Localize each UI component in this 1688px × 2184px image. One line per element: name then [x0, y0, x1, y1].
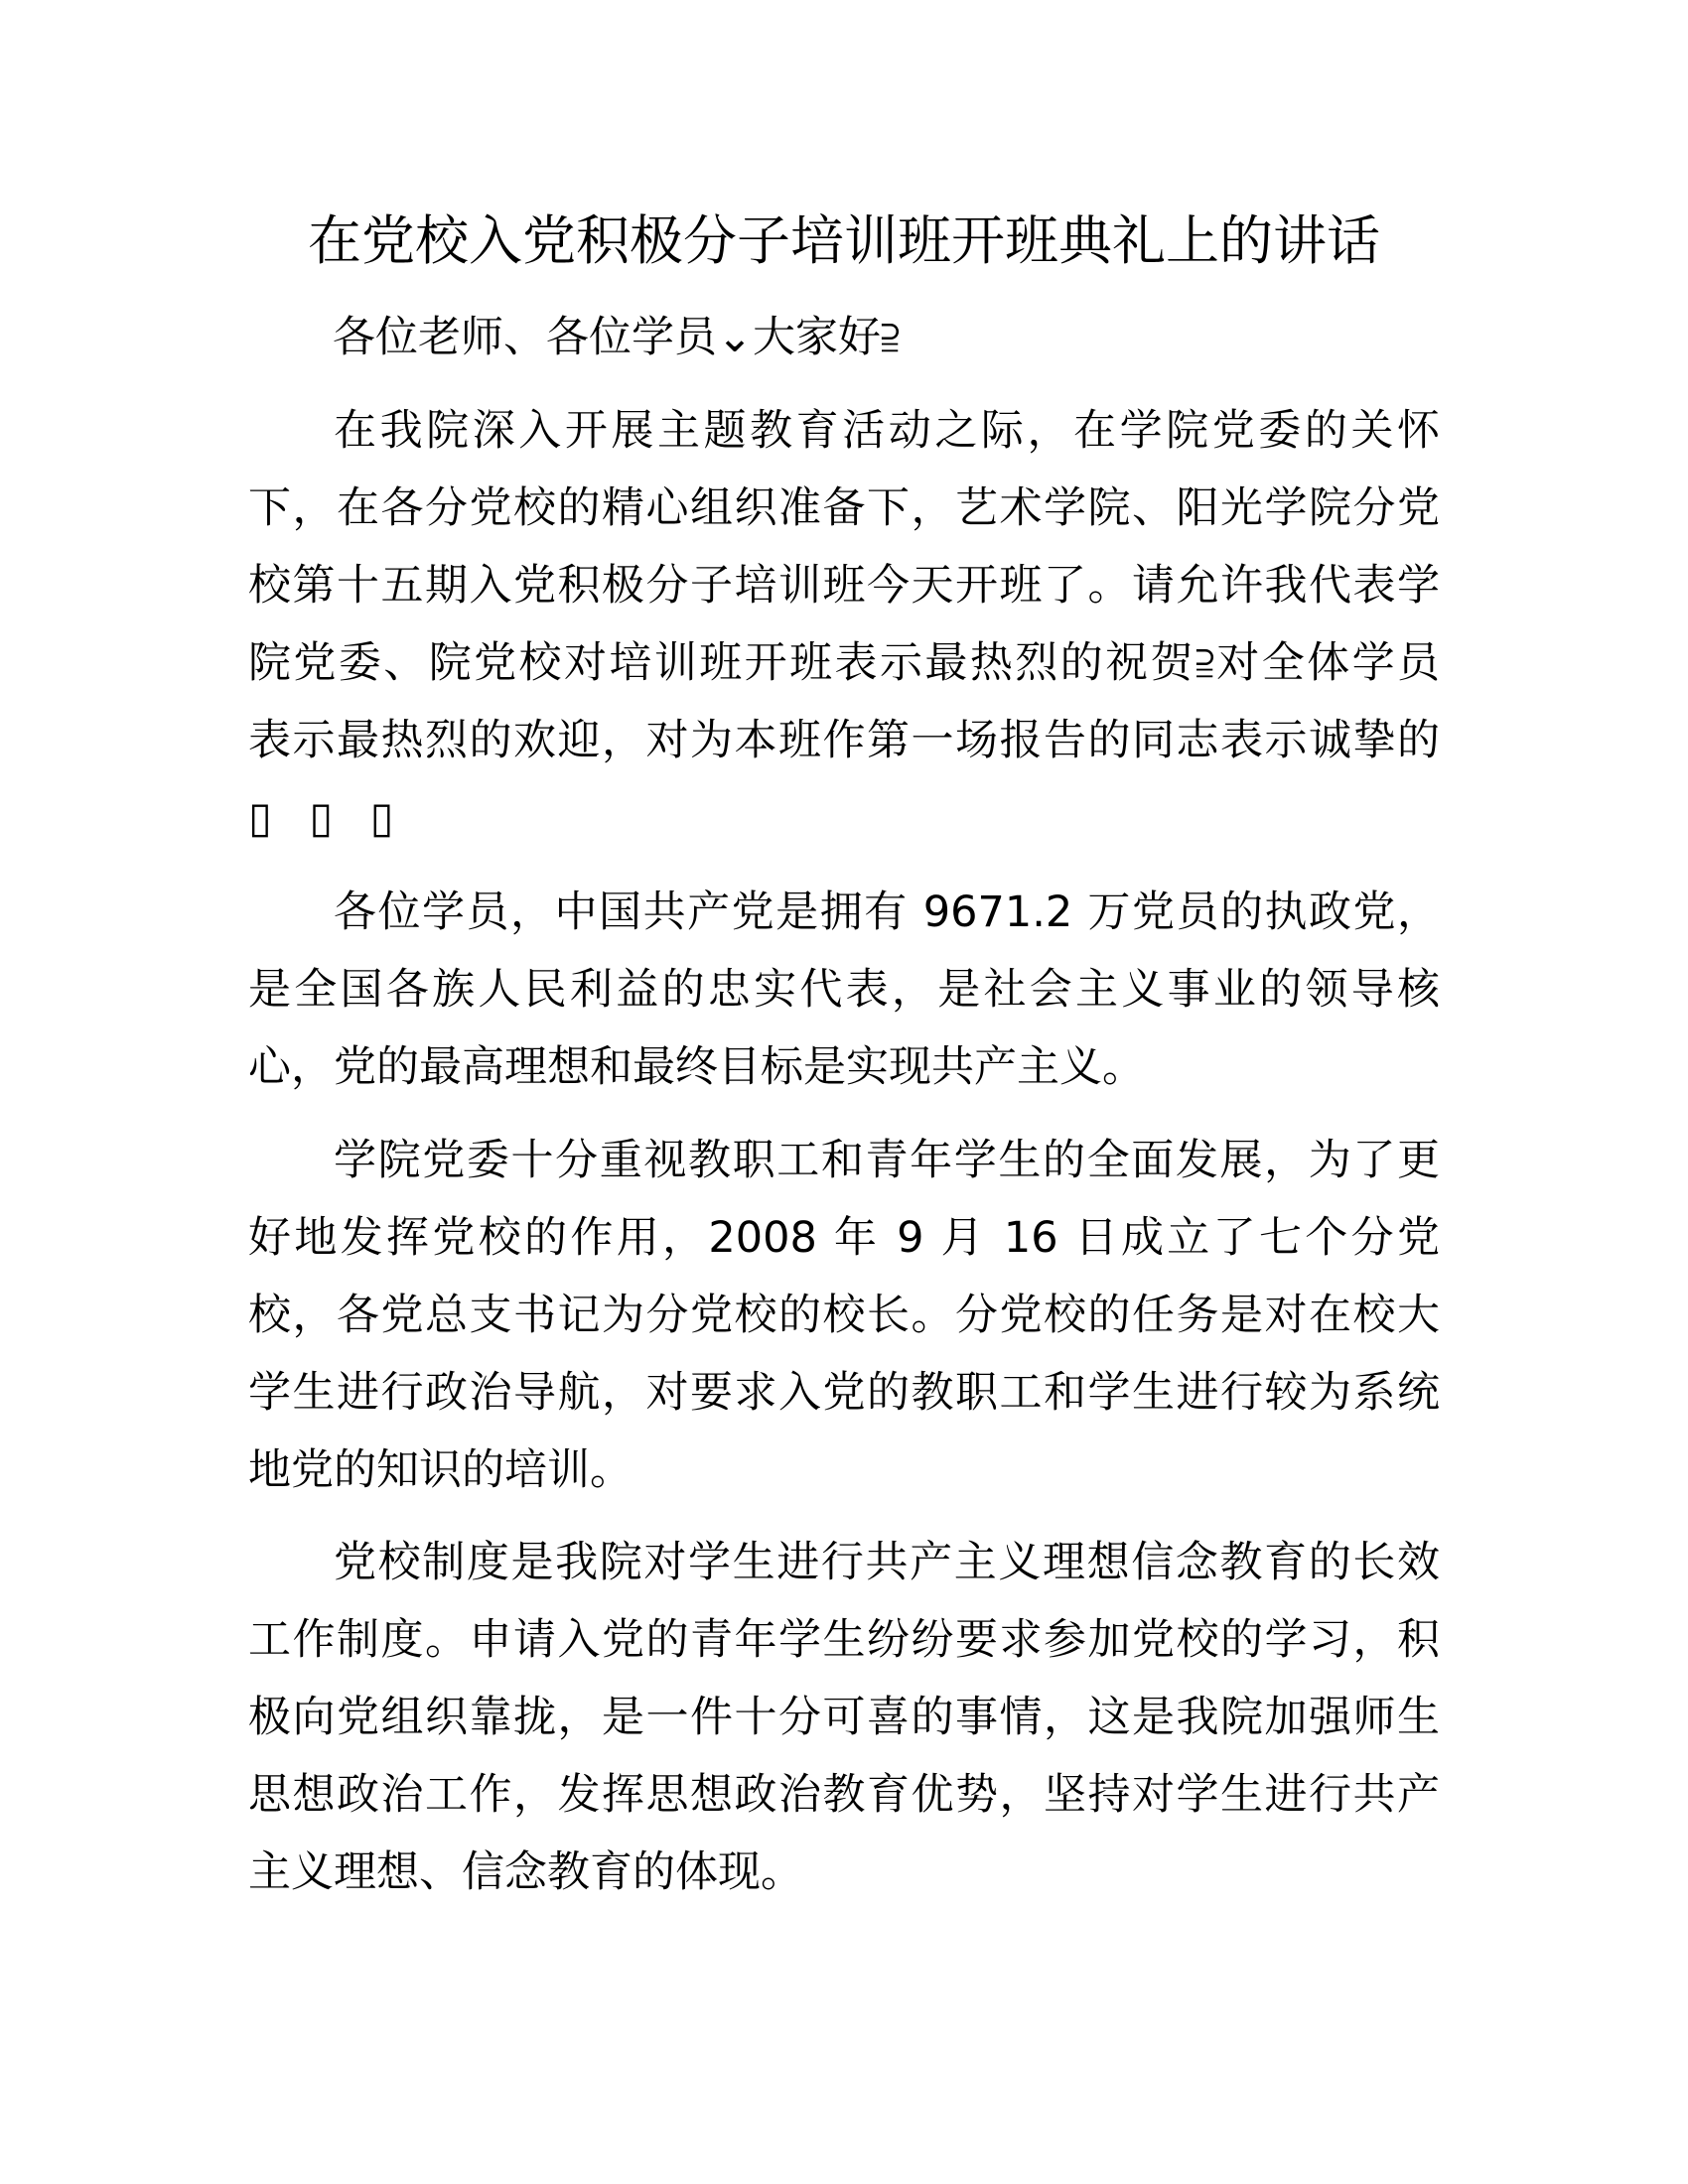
paragraph-2 [248, 874, 1440, 1106]
paragraph-line: 院党委、院党校对培训班开班表示最热烈的祝贺⫆对全体学员 [248, 638, 1440, 688]
document-title: 在党校入党积极分子培训班开班典礼上的讲话 [308, 209, 1380, 272]
paragraph-line: 好地发挥党校的作用，2008 年 9 月 16 日成立了七个分党 [248, 1213, 1440, 1263]
paragraph-line: 思想政治工作，发挥思想政治教育优势，坚持对学生进行共产 [248, 1770, 1440, 1820]
paragraph-line: 地党的知识的培训。 [248, 1445, 633, 1495]
salutation: 各位老师、各位学员⌄大家好⫆ [333, 313, 900, 362]
paragraph-line: 主义理想、信念教育的体现。 [248, 1847, 803, 1897]
paragraph-line: 表示最热烈的欢迎，对为本班作第一场报告的同志表示诚挚的 [248, 716, 1440, 765]
paragraph-4 [248, 1524, 1440, 1911]
paragraph-line: 下，在各分党校的精心组织准备下，艺术学院、阳光学院分党 [248, 483, 1440, 533]
paragraph-line: 各位学员，中国共产党是拥有 9671.2 万党员的执政党， [334, 887, 1440, 937]
paragraph-3 [248, 1122, 1440, 1509]
paragraph-line: ▯ ▯ ▯ [248, 793, 406, 843]
paragraph-line: 学生进行政治导航，对要求入党的教职工和学生进行较为系统 [248, 1368, 1440, 1418]
paragraph-line: 校，各党总支书记为分党校的校长。分党校的任务是对在校大 [248, 1291, 1440, 1340]
paragraph-1 [248, 392, 1440, 857]
paragraph-line: 校第十五期入党积极分子培训班今天开班了。请允许我代表学 [248, 561, 1440, 611]
paragraph-line: 学院党委十分重视教职工和青年学生的全面发展，为了更 [334, 1136, 1440, 1185]
paragraph-line: 工作制度。申请入党的青年学生纷纷要求参加党校的学习，积 [248, 1615, 1440, 1665]
paragraph-line: 极向党组织靠拢，是一件十分可喜的事情，这是我院加强师生 [248, 1693, 1440, 1742]
paragraph-line: 在我院深入开展主题教育活动之际，在学院党委的关怀 [334, 406, 1440, 456]
paragraph-line: 心，党的最高理想和最终目标是实现共产主义。 [248, 1042, 1145, 1092]
paragraph-line: 是全国各族人民利益的忠实代表，是社会主义事业的领导核 [248, 965, 1440, 1015]
paragraph-line: 党校制度是我院对学生进行共产主义理想信念教育的长效 [334, 1538, 1440, 1587]
